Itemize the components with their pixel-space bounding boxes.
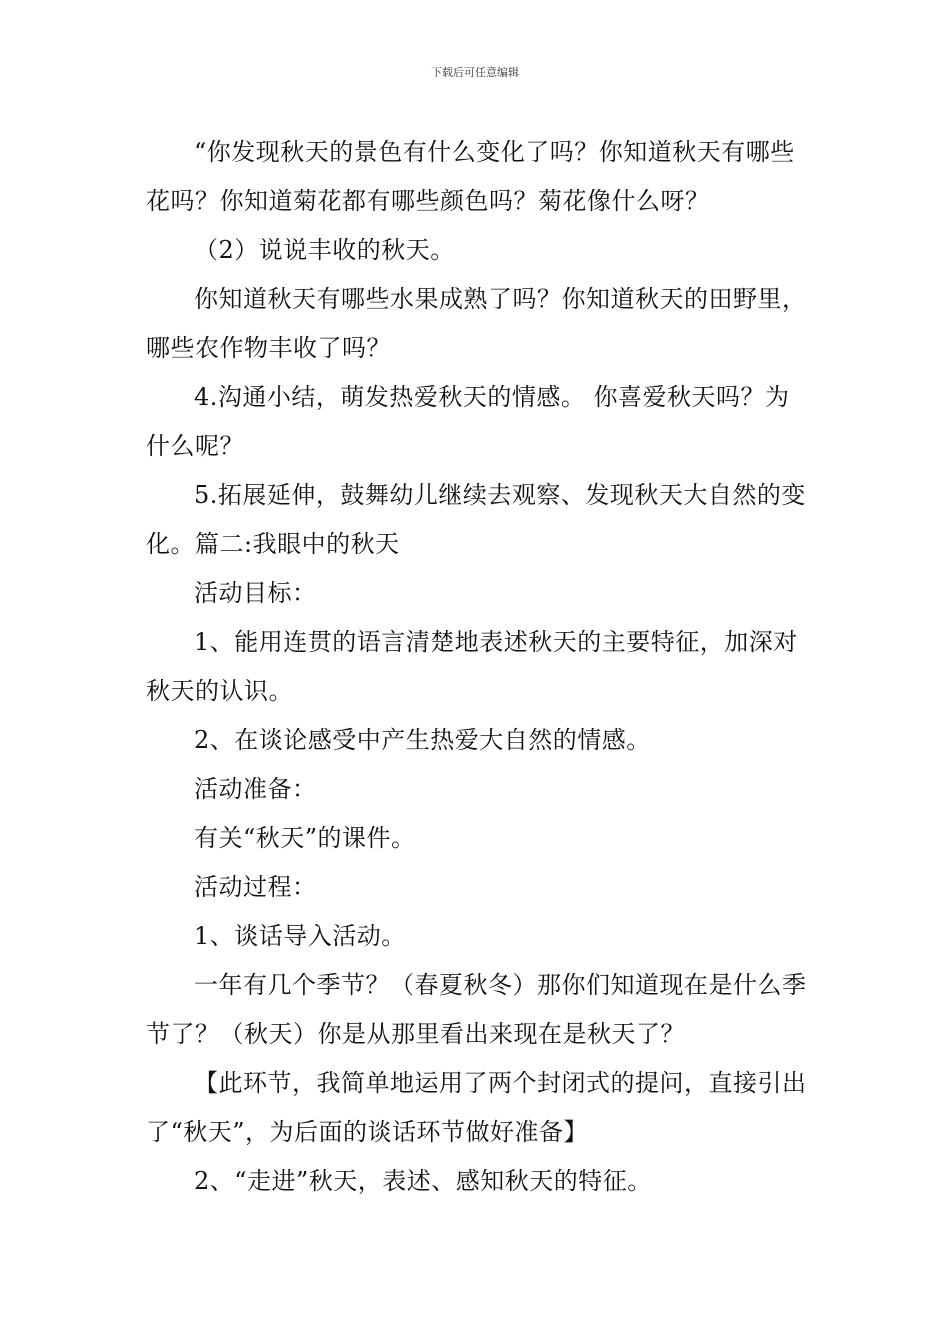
section-heading: 活动目标： <box>194 579 317 607</box>
paragraph: 【此环节，我简单地运用了两个封闭式的提问，直接引出了“秋天”，为后面的谈话环节做好准备】 <box>146 1069 807 1146</box>
paragraph: 你知道秋天有哪些水果成熟了吗？你知道秋天的田野里，哪些农作物丰收了吗？ <box>146 285 807 362</box>
paragraph: 1、谈话导入活动。 <box>194 922 406 950</box>
paragraph: 1、能用连贯的语言清楚地表述秋天的主要特征，加深对秋天的认识。 <box>146 628 798 705</box>
paragraph: 4.沟通小结，萌发热爱秋天的情感。 你喜爱秋天吗？为什么呢？ <box>146 383 790 460</box>
section-heading: 活动过程： <box>194 873 317 901</box>
paragraph: 2、“走进”秋天，表述、感知秋天的特征。 <box>194 1167 652 1195</box>
paragraph: 5.拓展延伸，鼓舞幼儿继续去观察、发现秋天大自然的变化。篇二:我眼中的秋天 <box>146 481 806 558</box>
section-heading: 活动准备： <box>194 775 317 803</box>
document-body <box>146 128 808 1206</box>
page-header-note: 下载后可任意编辑 <box>431 66 519 79</box>
paragraph: 2、在谈论感受中产生热爱大自然的情感。 <box>194 726 651 754</box>
paragraph: 有关“秋天”的课件。 <box>194 824 416 852</box>
paragraph: “你发现秋天的景色有什么变化了吗？你知道秋天有哪些花吗？你知道菊花都有哪些颜色吗？菊花像什么呀？ <box>146 138 795 215</box>
paragraph: （2）说说丰收的秋天。 <box>194 236 455 264</box>
paragraph: 一年有几个季节？（春夏秋冬）那你们知道现在是什么季节了？（秋天）你是从那里看出来现在是秋天了？ <box>146 971 807 1048</box>
